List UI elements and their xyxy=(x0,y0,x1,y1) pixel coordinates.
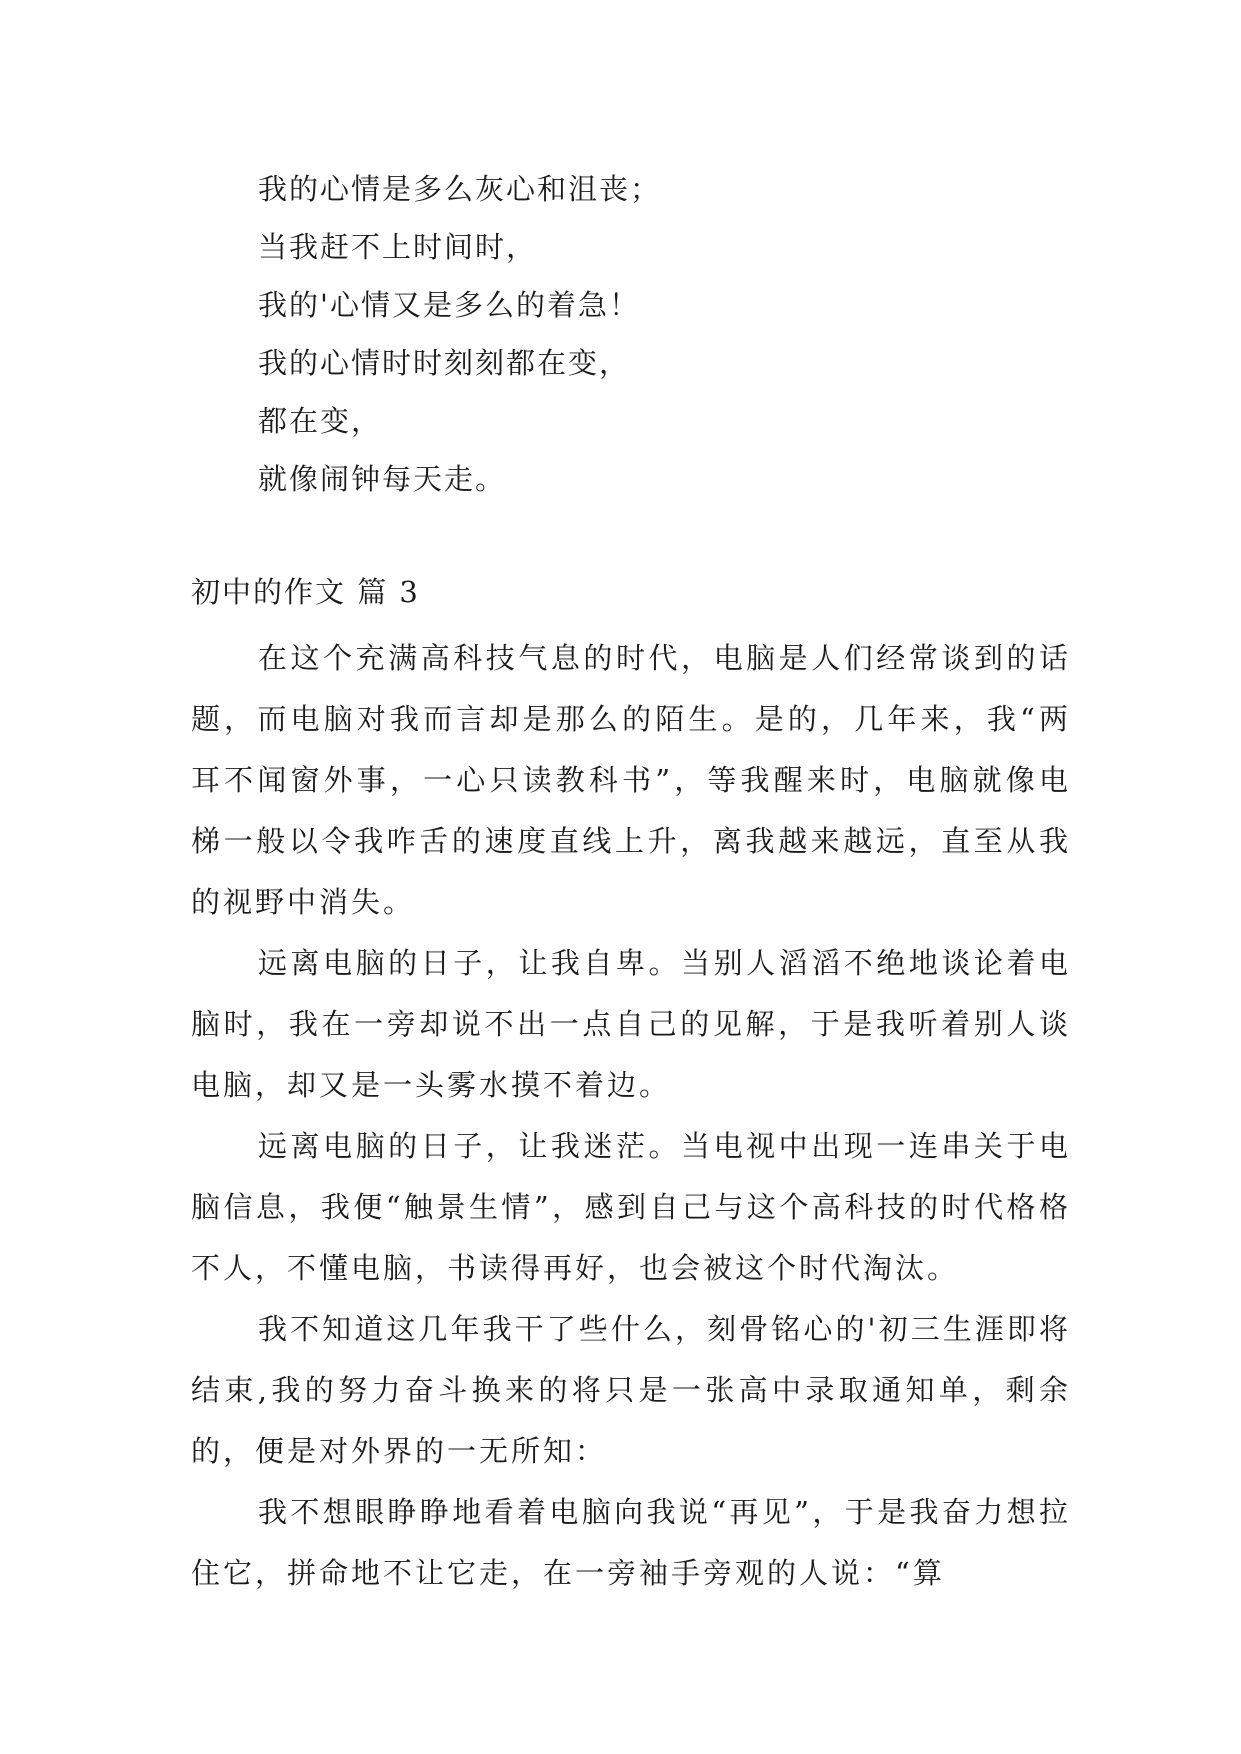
essay-paragraph: 远离电脑的日子，让我自卑。当别人滔滔不绝地谈论着电脑时，我在一旁却说不出一点自己的见解，于是我听着别人谈电脑，却又是一头雾水摸不着边。 xyxy=(191,946,1071,1102)
poem-line: 我的心情时时刻刻都在变， xyxy=(258,346,631,380)
section-title: 初中的作文 篇 3 xyxy=(191,575,420,609)
essay-paragraph: 远离电脑的日子，让我迷茫。当电视中出现一连串关于电脑信息，我便“触景生情”，感到自己与这个高科技的时代格格不人，不懂电脑，书读得再好，也会被这个时代淘汰。 xyxy=(191,1129,1071,1285)
poem-line: 我的'心情又是多么的着急！ xyxy=(258,288,640,322)
poem-line: 我的心情是多么灰心和沮丧； xyxy=(258,172,662,206)
essay-paragraph: 我不想眼睁睁地看着电脑向我说“再见”，于是我奋力想拉住它，拼命地不让它走，在一旁袖手旁观的人说：“算 xyxy=(191,1495,1071,1590)
poem-line: 就像闹钟每天走。 xyxy=(258,462,507,496)
poem-line: 都在变， xyxy=(258,404,383,438)
essay-paragraph: 我不知道这几年我干了些什么，刻骨铭心的'初三生涯即将结束,我的努力奋斗换来的将只是一张高中录取通知单，剩余的，便是对外界的一无所知： xyxy=(191,1312,1071,1468)
essay-paragraph: 在这个充满高科技气息的时代，电脑是人们经常谈到的话题，而电脑对我而言却是那么的陌生。是的，几年来，我“两耳不闻窗外事，一心只读教科书”，等我醒来时，电脑就像电梯一般以令我咋舌的速度直线上升，离我越来越远，直至从我的视野中消失。 xyxy=(191,641,1071,919)
poem-line: 当我赶不上时间时， xyxy=(258,230,538,264)
poem-block xyxy=(258,160,1078,508)
essay-body xyxy=(191,628,1071,1604)
